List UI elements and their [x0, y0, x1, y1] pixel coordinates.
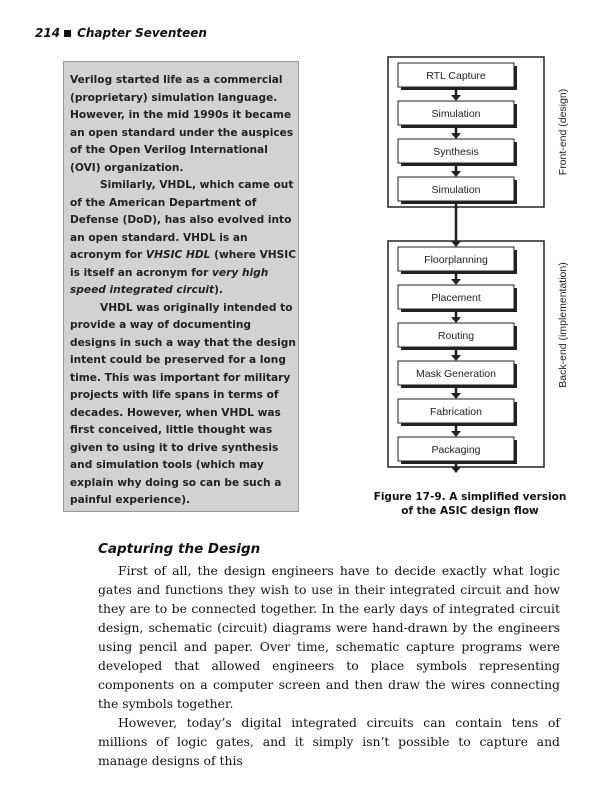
- step-label: Placement: [431, 292, 481, 304]
- step-label: Simulation: [431, 184, 481, 196]
- body-text: [98, 561, 560, 770]
- sidebar-paragraph: [70, 177, 296, 300]
- caption-line-1: Figure 17-9. A simplified version: [373, 491, 567, 503]
- flow-arrowhead: [451, 171, 461, 177]
- step-label: Simulation: [431, 108, 481, 120]
- flow-arrowhead: [451, 431, 461, 437]
- sidebar-text-run: Verilog started life as a commercial (proprietary) simulation language. However, in the mid 1990s it became an open standard under the auspices of the Open Verilog International (OVI) organization.: [70, 74, 294, 174]
- sidebar-italic-run: VHSIC HDL: [145, 249, 211, 261]
- step-label: Mask Generation: [416, 368, 496, 380]
- step-label: Floorplanning: [424, 254, 488, 266]
- sidebar-text-run: ).: [214, 284, 223, 296]
- sidebar-text-run: Similarly, VHDL, which came out of the American Department of Defense (DoD), has also evolved into an open standard. VHDL is an acronym for: [70, 179, 294, 261]
- sidebar-text-run: (where VHSIC is itself an acronym for: [70, 249, 296, 279]
- step-label: Routing: [437, 330, 475, 342]
- section-title: Capturing the Design: [98, 541, 261, 557]
- flow-arrowhead: [451, 393, 461, 399]
- step-label: Packaging: [431, 444, 481, 456]
- flow-arrowhead: [451, 279, 461, 285]
- sidebar-text-run: VHDL was originally intended to provide a way of documenting designs in such a way that the design intent could be preserved for a long time. This was important for military projects with life spans in terms of decades. However, when VHDL was first conceived, little thought was given to using it to drive synthesis and simulation tools (which may explain why doing so can be such a painful experience).: [70, 301, 296, 506]
- front-end-label: Front-end (design): [557, 88, 569, 176]
- flow-arrowhead: [451, 317, 461, 323]
- back-end-group: [388, 241, 544, 467]
- caption-line-2: of the ASIC design flow: [401, 505, 539, 517]
- sidebar-paragraph: [70, 72, 296, 177]
- step-label: Fabrication: [430, 406, 482, 418]
- square-bullet-icon: [64, 30, 71, 37]
- back-end-label: Back-end (implementation): [557, 262, 569, 388]
- flow-arrowhead: [451, 241, 461, 247]
- flow-arrowhead: [451, 95, 461, 101]
- body-paragraph: First of all, the design engineers have to decide exactly what logic gates and functions they wish to use in their integrated circuit and how they are to be connected together. In the early days of integrated circuit design, schematic (circuit) diagrams were hand-drawn by the engineers using pencil and paper. Over time, schematic capture programs were developed that allowed engineers to place symbols representing components on a computer screen and then draw the wires connecting the symbols together.: [98, 563, 560, 711]
- sidebar-text: [70, 72, 296, 510]
- sidebar-italic-run: very high speed integrated circuit: [70, 266, 269, 296]
- figure-caption: [355, 490, 585, 518]
- flow-arrowhead: [451, 467, 461, 473]
- asic-flow-diagram: [380, 55, 580, 495]
- step-label: Synthesis: [433, 146, 479, 158]
- flow-arrowhead: [451, 355, 461, 361]
- page-number: 214: [35, 26, 61, 40]
- sidebar-paragraph: [70, 300, 296, 510]
- flow-arrowhead: [451, 133, 461, 139]
- sidebar-box: [63, 61, 299, 512]
- step-label: RTL Capture: [426, 70, 486, 82]
- chapter-title: Chapter Seventeen: [77, 26, 207, 40]
- body-paragraph: However, today’s digital integrated circuits can contain tens of millions of logic gates, and it simply isn’t possible to capture and manage designs of this: [98, 715, 560, 768]
- page-header: [35, 26, 207, 40]
